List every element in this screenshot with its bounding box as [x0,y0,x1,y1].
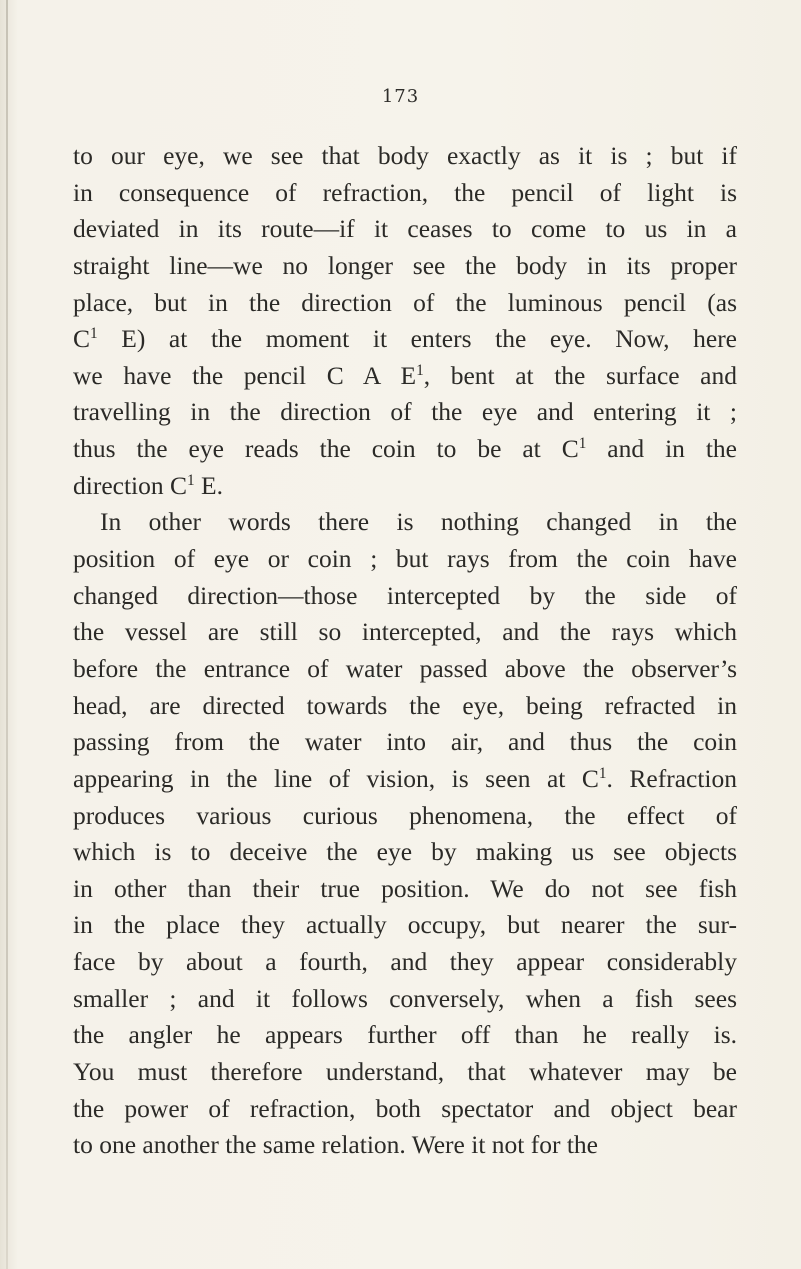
text-line: changed direction—those intercepted by the side of [73,580,737,610]
text-line: to one another the same relation. Were it not for the [73,1130,599,1160]
superscript: 1 [416,361,424,379]
page-number: 173 [381,86,420,107]
text-line: straight line—we no longer see the body in its proper [73,250,737,280]
text-line: $C^1$ E) at the moment it enters the eye. Now, here [73,324,737,354]
text-line: in consequence of refraction, the pencil of light is [73,177,737,207]
binding-gutter [6,0,8,1269]
text-line: before the entrance of water passed above the observer’s [73,653,737,683]
text-line: the power of refraction, both spectator and object bear [73,1093,737,1123]
text-line: thus the eye reads the coin to be at $C^1$ and in the [73,434,737,464]
text-line: position of eye or coin ; but rays from the coin have [73,544,737,574]
text-line: in the place they actually occupy, but nearer the sur- [73,910,737,940]
superscript: 1 [90,325,98,343]
text-line: head, are directed towards the eye, being refracted in [73,690,737,720]
text-line: direction $C^1$ E. [73,470,223,500]
text-line: place, but in the direction of the luminous pencil (as [73,287,737,317]
text-line: the vessel are still so intercepted, and the rays which [73,617,737,647]
text-line: to our eye, we see that body exactly as it is ; but if [73,141,737,170]
superscript: 1 [187,471,195,489]
superscript: 1 [598,764,607,782]
text-line: deviated in its route—if it ceases to come to us in a [73,214,737,244]
text-line: face by about a fourth, and they appear considerably [73,947,737,977]
superscript: 1 [578,435,587,453]
text-line: we have the pencil C A $E^1$, bent at the surface and [73,360,737,390]
text-line: produces various curious phenomena, the effect of [73,800,737,830]
text-line: passing from the water into air, and thus the coin [73,727,737,757]
text-line: You must therefore understand, that whatever may be [73,1057,737,1087]
text-line: in other than their true position. We do not see fish [73,873,737,903]
text-line: appearing in the line of vision, is seen at $C^1$. Refraction [73,763,737,793]
text-line: In other words there is nothing changed in the [100,507,737,537]
body-text [73,138,737,1164]
text-line: travelling in the direction of the eye and entering it ; [73,397,737,427]
text-line: the angler he appears further off than he really is. [73,1020,737,1050]
text-line: smaller ; and it follows conversely, when a fish sees [73,983,737,1013]
text-line: which is to deceive the eye by making us see objects [73,837,737,867]
